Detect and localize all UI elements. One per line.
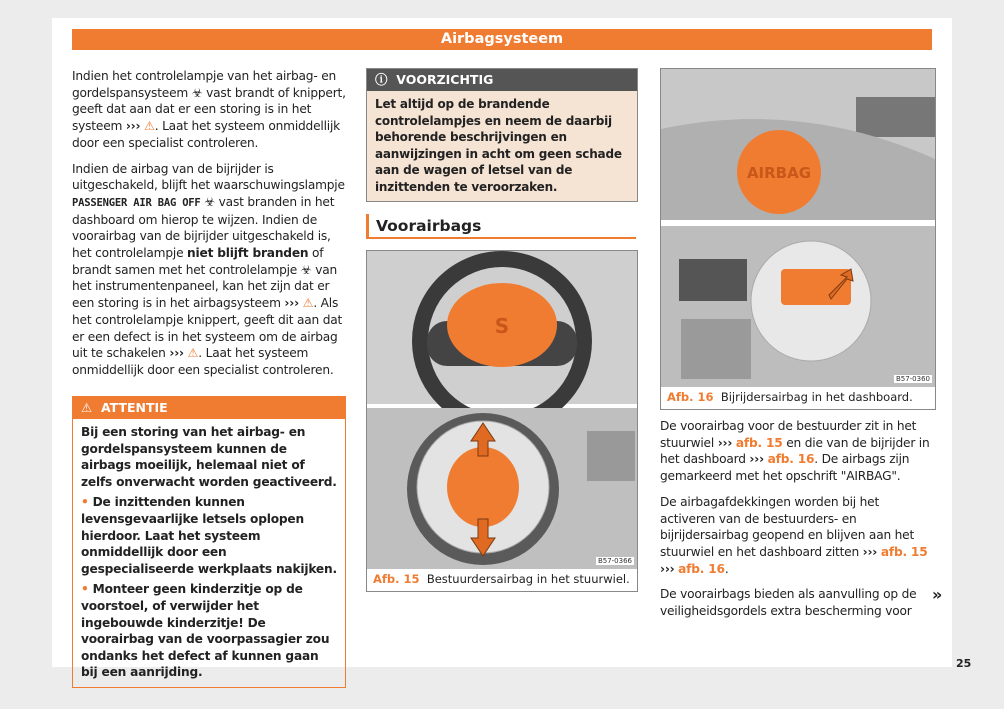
airbag-warning-lamp-icon: ☣ bbox=[191, 85, 203, 100]
section-title: Voorairbags bbox=[366, 214, 636, 239]
attentie-intro: Bij een storing van het airbag- en gordelspansysteem kunnen de airbags moeilijk, helemaal niet of zelfs onverwacht worden geactiveerd. bbox=[81, 425, 337, 489]
paragraph-airbag-covers: De airbagafdekkingen worden bij het activeren van de bestuurders- en bijrijdersairbag geopend en blijven aan het stuurwiel en het dashboard zitten ››› afb. 15 ››› afb. 16. bbox=[660, 494, 928, 576]
figure-code: B57-0366 bbox=[597, 557, 632, 565]
attentie-header: ⚠ ATTENTIE bbox=[73, 397, 345, 419]
figure-code: B57-0360 bbox=[895, 375, 930, 383]
paragraph-frontairbags-location: De voorairbag voor de bestuurder zit in het stuurwiel ››› afb. 15 en die van de bijrijder in het dashboard ››› afb. 16. De airbags zijn gemarkeerd met het opschrift "AIRBAG". bbox=[660, 419, 930, 484]
warning-triangle-icon: ⚠ bbox=[81, 400, 93, 415]
attentie-bullet: • Monteer geen kinderzitje op de voorstoel, of verwijder het ingebouwde kinderzitje! De voorairbag van de voorpassagier zou ondanks het defect af kunnen gaan bij een aanrijding. bbox=[81, 582, 330, 680]
page-header-title: Airbagsysteem bbox=[72, 29, 932, 50]
info-circle-icon: ⓘ bbox=[375, 72, 388, 87]
steering-wheel-illustration bbox=[367, 251, 637, 569]
warning-triangle-icon: ⚠ bbox=[187, 346, 199, 361]
column-left bbox=[72, 68, 348, 388]
voorzichtig-header: ⓘ VOORZICHTIG bbox=[367, 69, 637, 91]
figure-16-caption: Afb. 16 Bijrijdersairbag in het dashboard. bbox=[667, 390, 913, 404]
airbag-label: AIRBAG bbox=[746, 164, 812, 182]
warning-triangle-icon: ⚠ bbox=[302, 296, 314, 311]
column-right bbox=[660, 418, 936, 629]
figure-15 bbox=[366, 250, 638, 592]
reference-arrows: ››› bbox=[125, 119, 141, 134]
svg-text:S: S bbox=[494, 314, 510, 338]
continue-marker: » bbox=[932, 585, 943, 604]
attentie-bullet: • De inzittenden kunnen levensgevaarlijke letsels oplopen hierdoor. Laat het systeem onmiddellijk door een gespecialiseerde werkplaats nakijken. bbox=[81, 495, 337, 576]
voorzichtig-caution-box bbox=[366, 68, 638, 202]
airbag-warning-lamp-icon: ☣ bbox=[300, 262, 312, 277]
dashboard-illustration bbox=[661, 69, 935, 387]
passenger-airbag-off-label: PASSENGER AIR BAG OFF bbox=[72, 196, 201, 209]
voorzichtig-body: Let altijd op de brandende controlelampjes en neem de daarbij behorende beschrijvingen en aanwijzingen in acht om geen schade aan de wagen of letsel van de inzittenden te veroorzaken. bbox=[375, 97, 622, 194]
page-number: 25 bbox=[956, 657, 972, 670]
paragraph-passenger-airbag: Indien de airbag van de bijrijder is uitgeschakeld, blijft het waarschuwingslampje PASSENGER AIR BAG OFF ☣ vast branden in het dashboard om hierop te wijzen. Indien de voorairbag van de bijrijder uitgeschakeld is, het controlelampje niet blijft branden of brandt samen met het controlelampje ☣ van het instrumentenpaneel, kan het zijn dat er een storing is in het airbagsysteem ››› ⚠. Als het controlelampje knippert, geeft dit aan dat er een defect is in het systeem om de airbag uit te schakelen ››› ⚠. Laat het systeem onmiddellijk door een specialist controleren. bbox=[72, 161, 345, 377]
paragraph-frontairbags-protection: De voorairbags bieden als aanvulling op de veiligheidsgordels extra bescherming voor bbox=[660, 587, 917, 619]
warning-triangle-icon: ⚠ bbox=[144, 119, 155, 134]
paragraph-airbag-lamp: Indien het controlelampje van het airbag- en gordelspansysteem ☣ vast brandt of knippert, geeft dat aan dat er een storing is in het systeem ››› ⚠. Laat het systeem onmiddellijk door een specialist controleren. bbox=[72, 69, 346, 150]
attentie-warning-box bbox=[72, 396, 346, 688]
figure-16 bbox=[660, 68, 936, 410]
figure-15-caption: Afb. 15 Bestuurdersairbag in het stuurwiel. bbox=[373, 572, 630, 586]
passenger-airbag-off-icon: ☣ bbox=[204, 194, 215, 209]
